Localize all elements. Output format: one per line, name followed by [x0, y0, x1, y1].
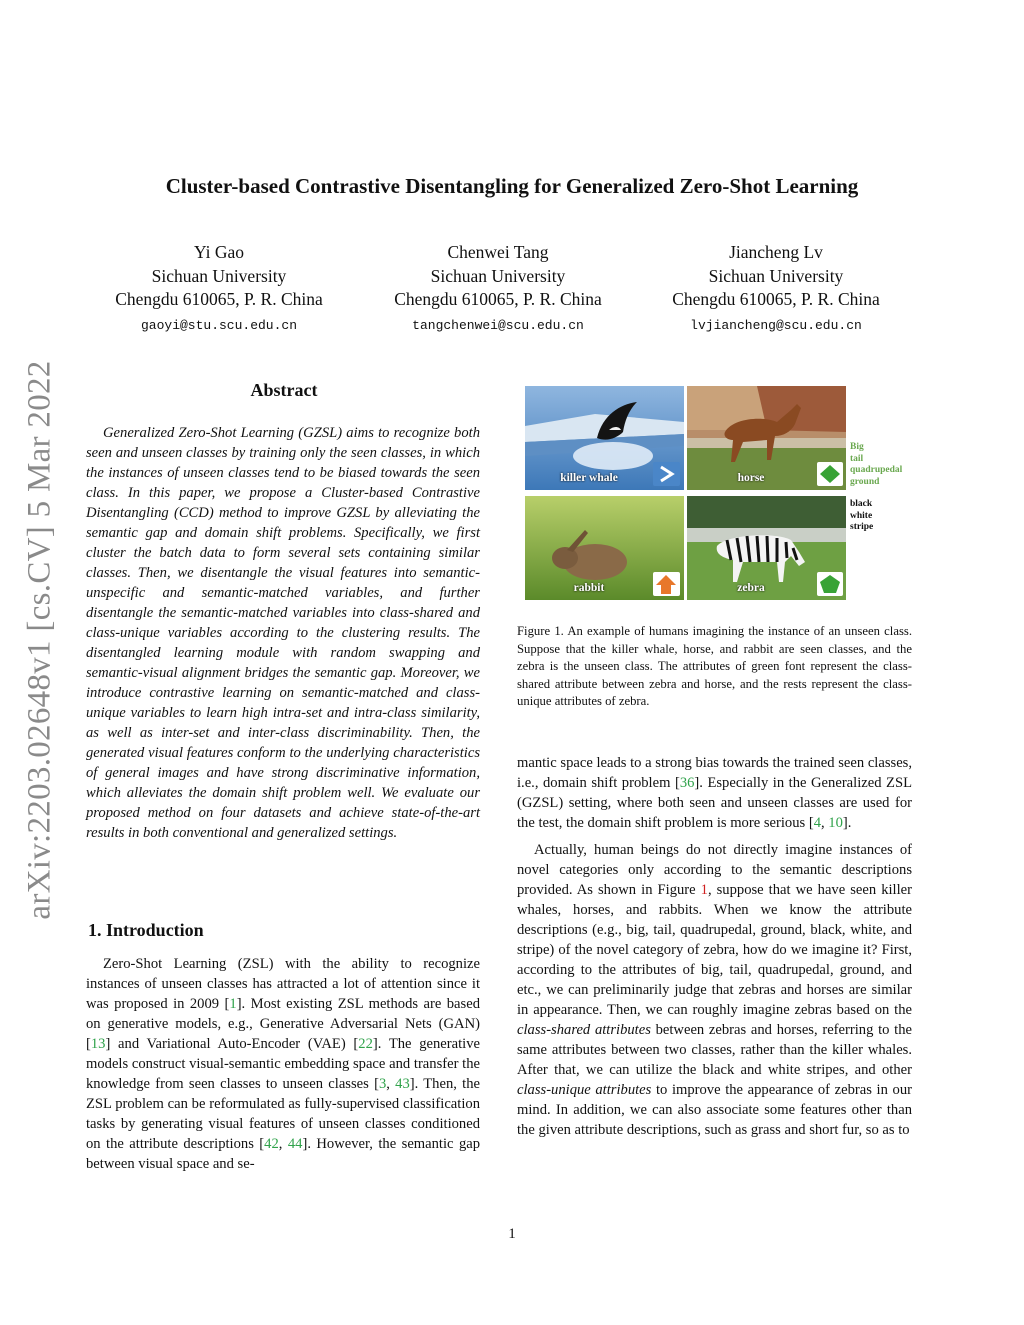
- text-run: ]. However, the semantic gap between visual space and se-: [86, 1136, 481, 1172]
- figure-reference-link[interactable]: 1: [700, 882, 708, 898]
- author-address: Chengdu 610065, P. R. China: [115, 289, 323, 309]
- text-run: mantic space leads to a strong bias towards the trained seen classes, i.e., domain shift problem [: [517, 755, 912, 791]
- author-email[interactable]: gaoyi@stu.scu.edu.cn: [140, 317, 298, 333]
- text-run: ]. Then, the ZSL problem can be reformulated as fully-supervised classification tasks by generating visual features of unseen classes conditioned on the attribute descriptions [: [86, 1076, 480, 1152]
- citation-link[interactable]: 36: [679, 775, 695, 791]
- attribute-label: ground: [850, 476, 880, 487]
- abstract-text: Generalized Zero-Shot Learning (GZSL) aims to recognize both seen and unseen classes by training only the seen classes, in which the instances of unseen classes tend to be biased towards the seen class. In this paper, we propose a Cluster-based Contrastive Disentangling (CCD) method to improve GZSL by alleviating the semantic gap and domain shift problems. Specifically, we first cluster the batch data to form several sets containing similar classes. Then, we disentangle the visual features into semantic-unspecific and semantic-matched variables, and further disentangle the semantic-matched variables into class-shared and class-unique variables according to the clustering results. The disentangled learning module with random swapping and semantic-visual alignment bridges the semantic gap. Moreover, we introduce contrastive learning on semantic-matched and class-unique variables to learn high intra-set and intra-class similarity, as well as inter-set and inter-class discriminability. Then, the generated visual features conform to the underlying characteristics of general images and have strong discriminative information, which alleviates the domain shift problem well. We evaluate our proposed method on four datasets and achieve state-of-the-art results in both conventional and generalized settings.: [86, 425, 480, 841]
- image-label: horse: [737, 472, 765, 484]
- attribute-label: white: [850, 510, 873, 521]
- page-number: 1: [508, 1226, 516, 1242]
- introduction-paragraph-3: [517, 840, 912, 1140]
- attribute-label: Big: [850, 442, 864, 452]
- text-run: Zero-Shot Learning (ZSL) with the ability to recognize instances of unseen classes has attracted a lot of attention since it was proposed in 2009 [: [86, 956, 480, 1012]
- author-block-3: [651, 241, 901, 337]
- arxiv-identifier-text: arXiv:2203.02648v1 [cs.CV] 5 Mar 2022: [21, 360, 58, 920]
- arrow-right-icon: [653, 462, 680, 486]
- text-run: to improve the appearance of zebras in our mind. In addition, we can also associate some features other than the given attribute descriptions, such as grass and short fur, so as to: [517, 1082, 912, 1138]
- image-label: rabbit: [573, 582, 605, 594]
- author-name: Jiancheng Lv: [729, 242, 823, 262]
- emphasis: class-unique attributes: [517, 1082, 652, 1098]
- text-run: between zebras and horses, referring to the same attributes between two classes, rather than the killer whales. After that, we can utilize the black and white stripes, and other: [517, 1022, 912, 1078]
- figure-1: [525, 386, 915, 601]
- attribute-label: black: [850, 499, 873, 509]
- citation-link[interactable]: 22: [358, 1036, 373, 1052]
- author-email[interactable]: tangchenwei@scu.edu.cn: [412, 317, 584, 333]
- author-block-1: [94, 241, 344, 337]
- author-affiliation: Sichuan University: [151, 265, 287, 286]
- text-run: ]. Especially in the Generalized ZSL (GZSL) setting, where both seen and unseen classes are used for the test, the domain shift problem is more serious [: [517, 775, 912, 831]
- citation-link[interactable]: 3: [378, 1076, 387, 1092]
- author-affiliation: Sichuan University: [708, 265, 844, 286]
- right-column-text: [517, 753, 912, 1140]
- paper-title: Cluster-based Contrastive Disentangling for Generalized Zero-Shot Learning: [165, 174, 859, 198]
- citation-link[interactable]: 10: [828, 815, 843, 831]
- attribute-label: tail: [850, 453, 864, 464]
- class-shared-attributes: [850, 442, 902, 488]
- author-email[interactable]: lvjiancheng@scu.edu.cn: [690, 317, 862, 333]
- figure-1-caption: Figure 1. An example of humans imagining the instance of an unseen class. Suppose that the killer whale, horse, and rabbit are seen classes, and the zebra is the unseen class. The attributes of green font represent the class-shared attribute between zebra and horse, and the rests represent the class-unique attributes of zebra.: [517, 624, 912, 709]
- citation-link[interactable]: 43: [395, 1076, 410, 1092]
- author-block-2: [373, 241, 623, 337]
- image-label: killer whale: [560, 472, 618, 484]
- abstract-heading: Abstract: [250, 380, 318, 400]
- text-run: ] and Variational Auto-Encoder (VAE) [: [105, 1036, 359, 1052]
- attribute-label: quadrupedal: [850, 465, 903, 475]
- text-run: ,: [278, 1136, 288, 1152]
- section-heading-introduction: 1. Introduction: [88, 920, 204, 940]
- text-run: ]. The generative models construct visual-semantic embedding space and transfer the knowledge from seen classes to unseen classes [: [86, 1036, 480, 1092]
- author-name: Yi Gao: [193, 242, 245, 262]
- author-affiliation: Sichuan University: [430, 265, 566, 286]
- introduction-paragraph-1: [86, 954, 480, 1174]
- text-run: , suppose that we have seen killer whales, horses, and rabbits. When we know the attribute descriptions (e.g., big, tail, quadrupedal, ground, black, white, and stripe) of the novel category of zebra, how do we imagine it? First, according to the attributes of big, tail, quadrupedal, ground, and etc., we can preliminarily judge that zebras and horses are similar in appearance. Then, we can roughly imagine zebras based on the: [517, 882, 912, 1018]
- citation-link[interactable]: 4: [813, 815, 821, 831]
- attribute-label: stripe: [850, 522, 874, 532]
- text-run: ,: [820, 815, 829, 831]
- author-address: Chengdu 610065, P. R. China: [394, 289, 602, 309]
- citation-link[interactable]: 42: [264, 1136, 279, 1152]
- abstract-body: [86, 423, 480, 843]
- emphasis: class-shared attributes: [517, 1022, 651, 1038]
- citation-link[interactable]: 1: [229, 996, 237, 1012]
- class-unique-attributes: [850, 499, 873, 534]
- image-rabbit: [525, 496, 684, 600]
- author-address: Chengdu 610065, P. R. China: [672, 289, 880, 309]
- image-horse: [687, 386, 846, 490]
- citation-link[interactable]: 13: [90, 1036, 106, 1052]
- image-killer-whale: [525, 386, 684, 490]
- author-name: Chenwei Tang: [447, 242, 549, 262]
- text-run: ]. Most existing ZSL methods are based on generative models, e.g., Generative Adversarial Nets (GAN) [: [86, 996, 480, 1052]
- image-label: zebra: [737, 582, 765, 594]
- text-run: ,: [386, 1076, 396, 1092]
- citation-link[interactable]: 44: [287, 1136, 303, 1152]
- introduction-paragraph-2: [517, 753, 912, 833]
- text-run: Actually, human beings do not directly imagine instances of novel categories only according to the semantic descriptions provided. As shown in Figure: [517, 842, 912, 898]
- image-zebra: [687, 496, 846, 600]
- text-run: ].: [842, 815, 852, 831]
